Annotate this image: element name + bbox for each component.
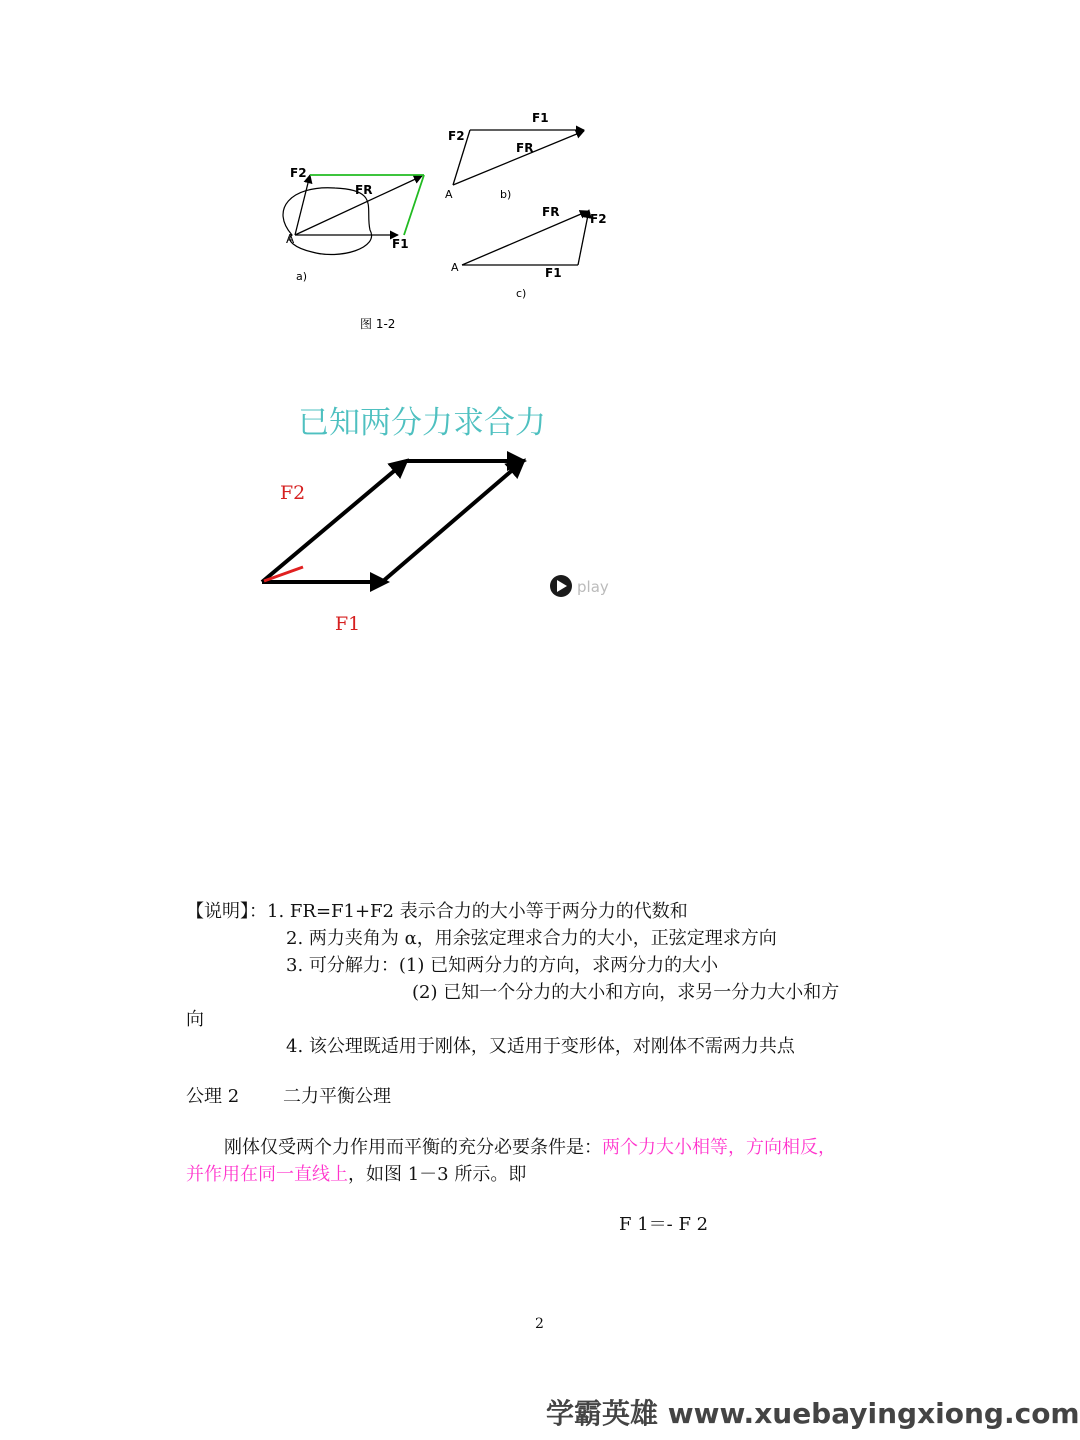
label-f1-big: F1 [335, 613, 361, 635]
label-f1-c: F1 [545, 266, 562, 280]
page-number: 2 [535, 1316, 544, 1332]
arrow-fr-b [453, 131, 584, 185]
axiom-text-b: ，如图 1－3 所示。即 [348, 1164, 527, 1185]
animation-figure [250, 395, 630, 645]
notes-item-4: 4. 该公理既适用于刚体，又适用于变形体，对刚体不需两力共点 [286, 1036, 795, 1057]
notes-item-2: 2. 两力夹角为 α，用余弦定理求合力的大小，正弦定理求方向 [286, 928, 777, 949]
notes-item-1: 1. FR=F1+F2 表示合力的大小等于两分力的代数和 [267, 901, 688, 922]
axiom-paragraph-line-1 [224, 1134, 836, 1161]
label-f1-a: F1 [392, 237, 409, 251]
arrow-f2-big [262, 461, 406, 582]
label-f1-b: F1 [532, 111, 549, 125]
panel-tag-c: c) [516, 287, 527, 300]
arrow-f2-c [578, 210, 589, 265]
panel-tag-b: b) [500, 188, 512, 201]
label-f2-b: F2 [448, 129, 465, 143]
axiom-highlight-a: 两个力大小相等，方向相反， [602, 1137, 836, 1158]
figure-panel-b [445, 111, 584, 201]
notes-line-1 [186, 898, 688, 925]
play-label: play [577, 578, 609, 596]
play-button[interactable] [550, 575, 609, 597]
label-fr-c: FR [542, 205, 560, 219]
parallelogram-right-edge [404, 175, 424, 235]
axiom-number: 公理 2 [186, 1086, 240, 1107]
figure-panel-c [451, 205, 607, 300]
label-point-c: A [451, 261, 459, 274]
arrow-fr-c [462, 211, 588, 265]
label-fr-a: FR [355, 183, 373, 197]
notes-item-3-wrap: 向 [186, 1009, 204, 1030]
notes-item-3-sub-2: (2) 已知一个分力的大小和方向，求另一分力大小和方 [412, 982, 840, 1003]
label-fr-b: FR [516, 141, 534, 155]
label-f2-big: F2 [280, 482, 306, 504]
figure-panel-a [283, 166, 424, 283]
label-f2-a: F2 [290, 166, 307, 180]
axiom-equation: F 1＝- F 2 [619, 1214, 709, 1235]
label-point-b: A [445, 188, 453, 201]
watermark: 学霸英雄 www.xuebayingxiong.com [546, 1397, 1080, 1430]
rigid-body-outline [283, 188, 372, 255]
animation-title: 已知两分力求合力 [298, 405, 546, 441]
arrow-f2 [295, 175, 310, 235]
panel-tag-a: a) [296, 270, 308, 283]
axiom-title: 二力平衡公理 [283, 1086, 391, 1107]
axiom-text-a: 刚体仅受两个力作用而平衡的充分必要条件是： [224, 1137, 602, 1158]
figure-1-2 [240, 100, 640, 340]
notes-head: 【说明】： [186, 901, 267, 922]
axiom-paragraph-line-2 [186, 1161, 526, 1188]
label-point-a: A [286, 232, 295, 246]
axiom-highlight-b: 并作用在同一直线上 [186, 1164, 348, 1185]
parallelogram-right-big [382, 461, 523, 582]
figure-caption: 图 1-2 [360, 317, 396, 331]
notes-item-3: 3. 可分解力：(1) 已知两分力的方向，求两分力的大小 [286, 955, 719, 976]
label-f2-c: F2 [590, 212, 607, 226]
